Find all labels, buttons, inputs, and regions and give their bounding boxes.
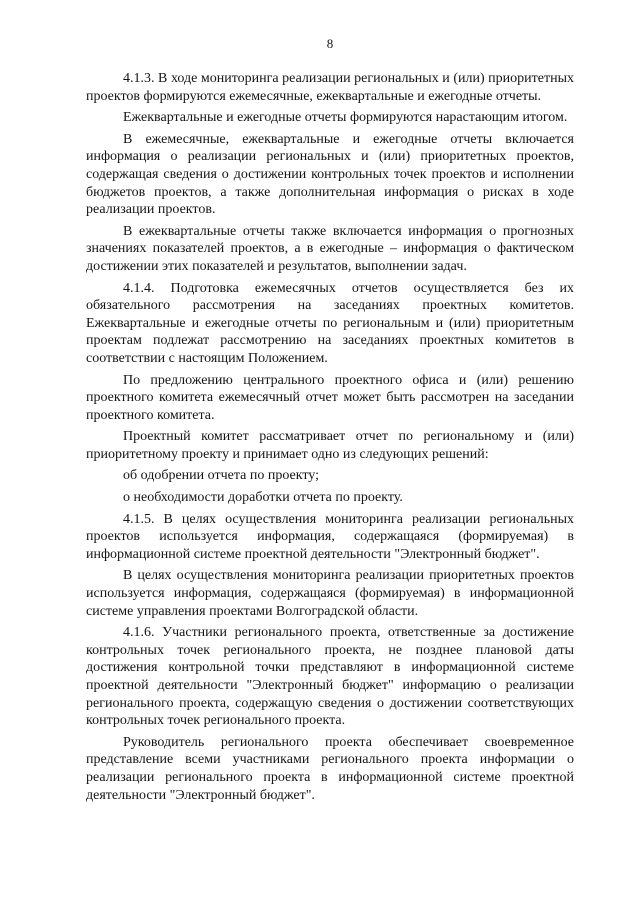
- paragraph-4-1-3: 4.1.3. В ходе мониторинга реализации региональных и (или) приоритетных проектов формируются ежемесячные, ежеквартальные и ежегодные отчеты.: [86, 71, 574, 104]
- page-number: 8: [326, 36, 334, 51]
- decision-approve: об одобрении отчета по проекту;: [123, 468, 319, 484]
- decision-revise: о необходимости доработки отчета по проекту.: [123, 490, 403, 506]
- paragraph-monthly-review: По предложению центрального проектного офиса и (или) решению проектного комитета ежемесячный отчет может быть рассмотрен на заседании проектного комитета.: [86, 372, 574, 423]
- paragraph-4-1-5: 4.1.5. В целях осуществления мониторинга реализации региональных проектов используется информация, содержащаяся (формируемая) в информационной системе проектной деятельности "Электронный бюджет".: [86, 511, 574, 562]
- paragraph-priority-projects-monitoring: В целях осуществления мониторинга реализации приоритетных проектов используется информация, содержащаяся (формируемая) в информационной системе управления проектами Волгоградской области.: [86, 568, 574, 619]
- paragraph-quarterly-cumulative: Ежеквартальные и ежегодные отчеты формируются нарастающим итогом.: [123, 110, 568, 126]
- paragraph-4-1-4: 4.1.4. Подготовка ежемесячных отчетов осуществляется без их обязательного рассмотрения на заседаниях проектных комитетов. Ежеквартальные и ежегодные отчеты по региональным и (или) приоритетным проектам подлежат рассмотрению на заседаниях проектных комитетов в соответствии с настоящим Положением.: [86, 280, 574, 366]
- paragraph-project-leader: Руководитель регионального проекта обеспечивает своевременное представление всеми участниками регионального проекта информации о реализации регионального проекта в информационной системе проектной деятельности "Электронный бюджет".: [86, 734, 574, 803]
- paragraph-report-contents: В ежемесячные, ежеквартальные и ежегодные отчеты включается информация о реализации региональных и (или) приоритетных проектов, содержащая сведения о достижении контрольных точек проектов и исполнении бюджетов проектов, а также дополнительная информация о рисках в ходе реализации проектов.: [86, 131, 574, 218]
- document-body: [86, 70, 574, 804]
- paragraph-forecast-values: В ежеквартальные отчеты также включается информация о прогнозных значениях показателей проектов, а в ежегодные – информация о фактическом достижении этих показателей и результатов, выполнении задач.: [86, 223, 574, 274]
- paragraph-4-1-6: 4.1.6. Участники регионального проекта, ответственные за достижение контрольных точек регионального проекта, не позднее плановой даты достижения контрольной точки представляют в информационной системе проектной деятельности "Электронный бюджет" информацию о реализации регионального проекта, содержащую сведения о достижении соответствующих контрольных точек регионального проекта.: [86, 625, 574, 729]
- paragraph-committee-decision: Проектный комитет рассматривает отчет по региональному и (или) приоритетному проекту и принимает одно из следующих решений:: [86, 429, 574, 462]
